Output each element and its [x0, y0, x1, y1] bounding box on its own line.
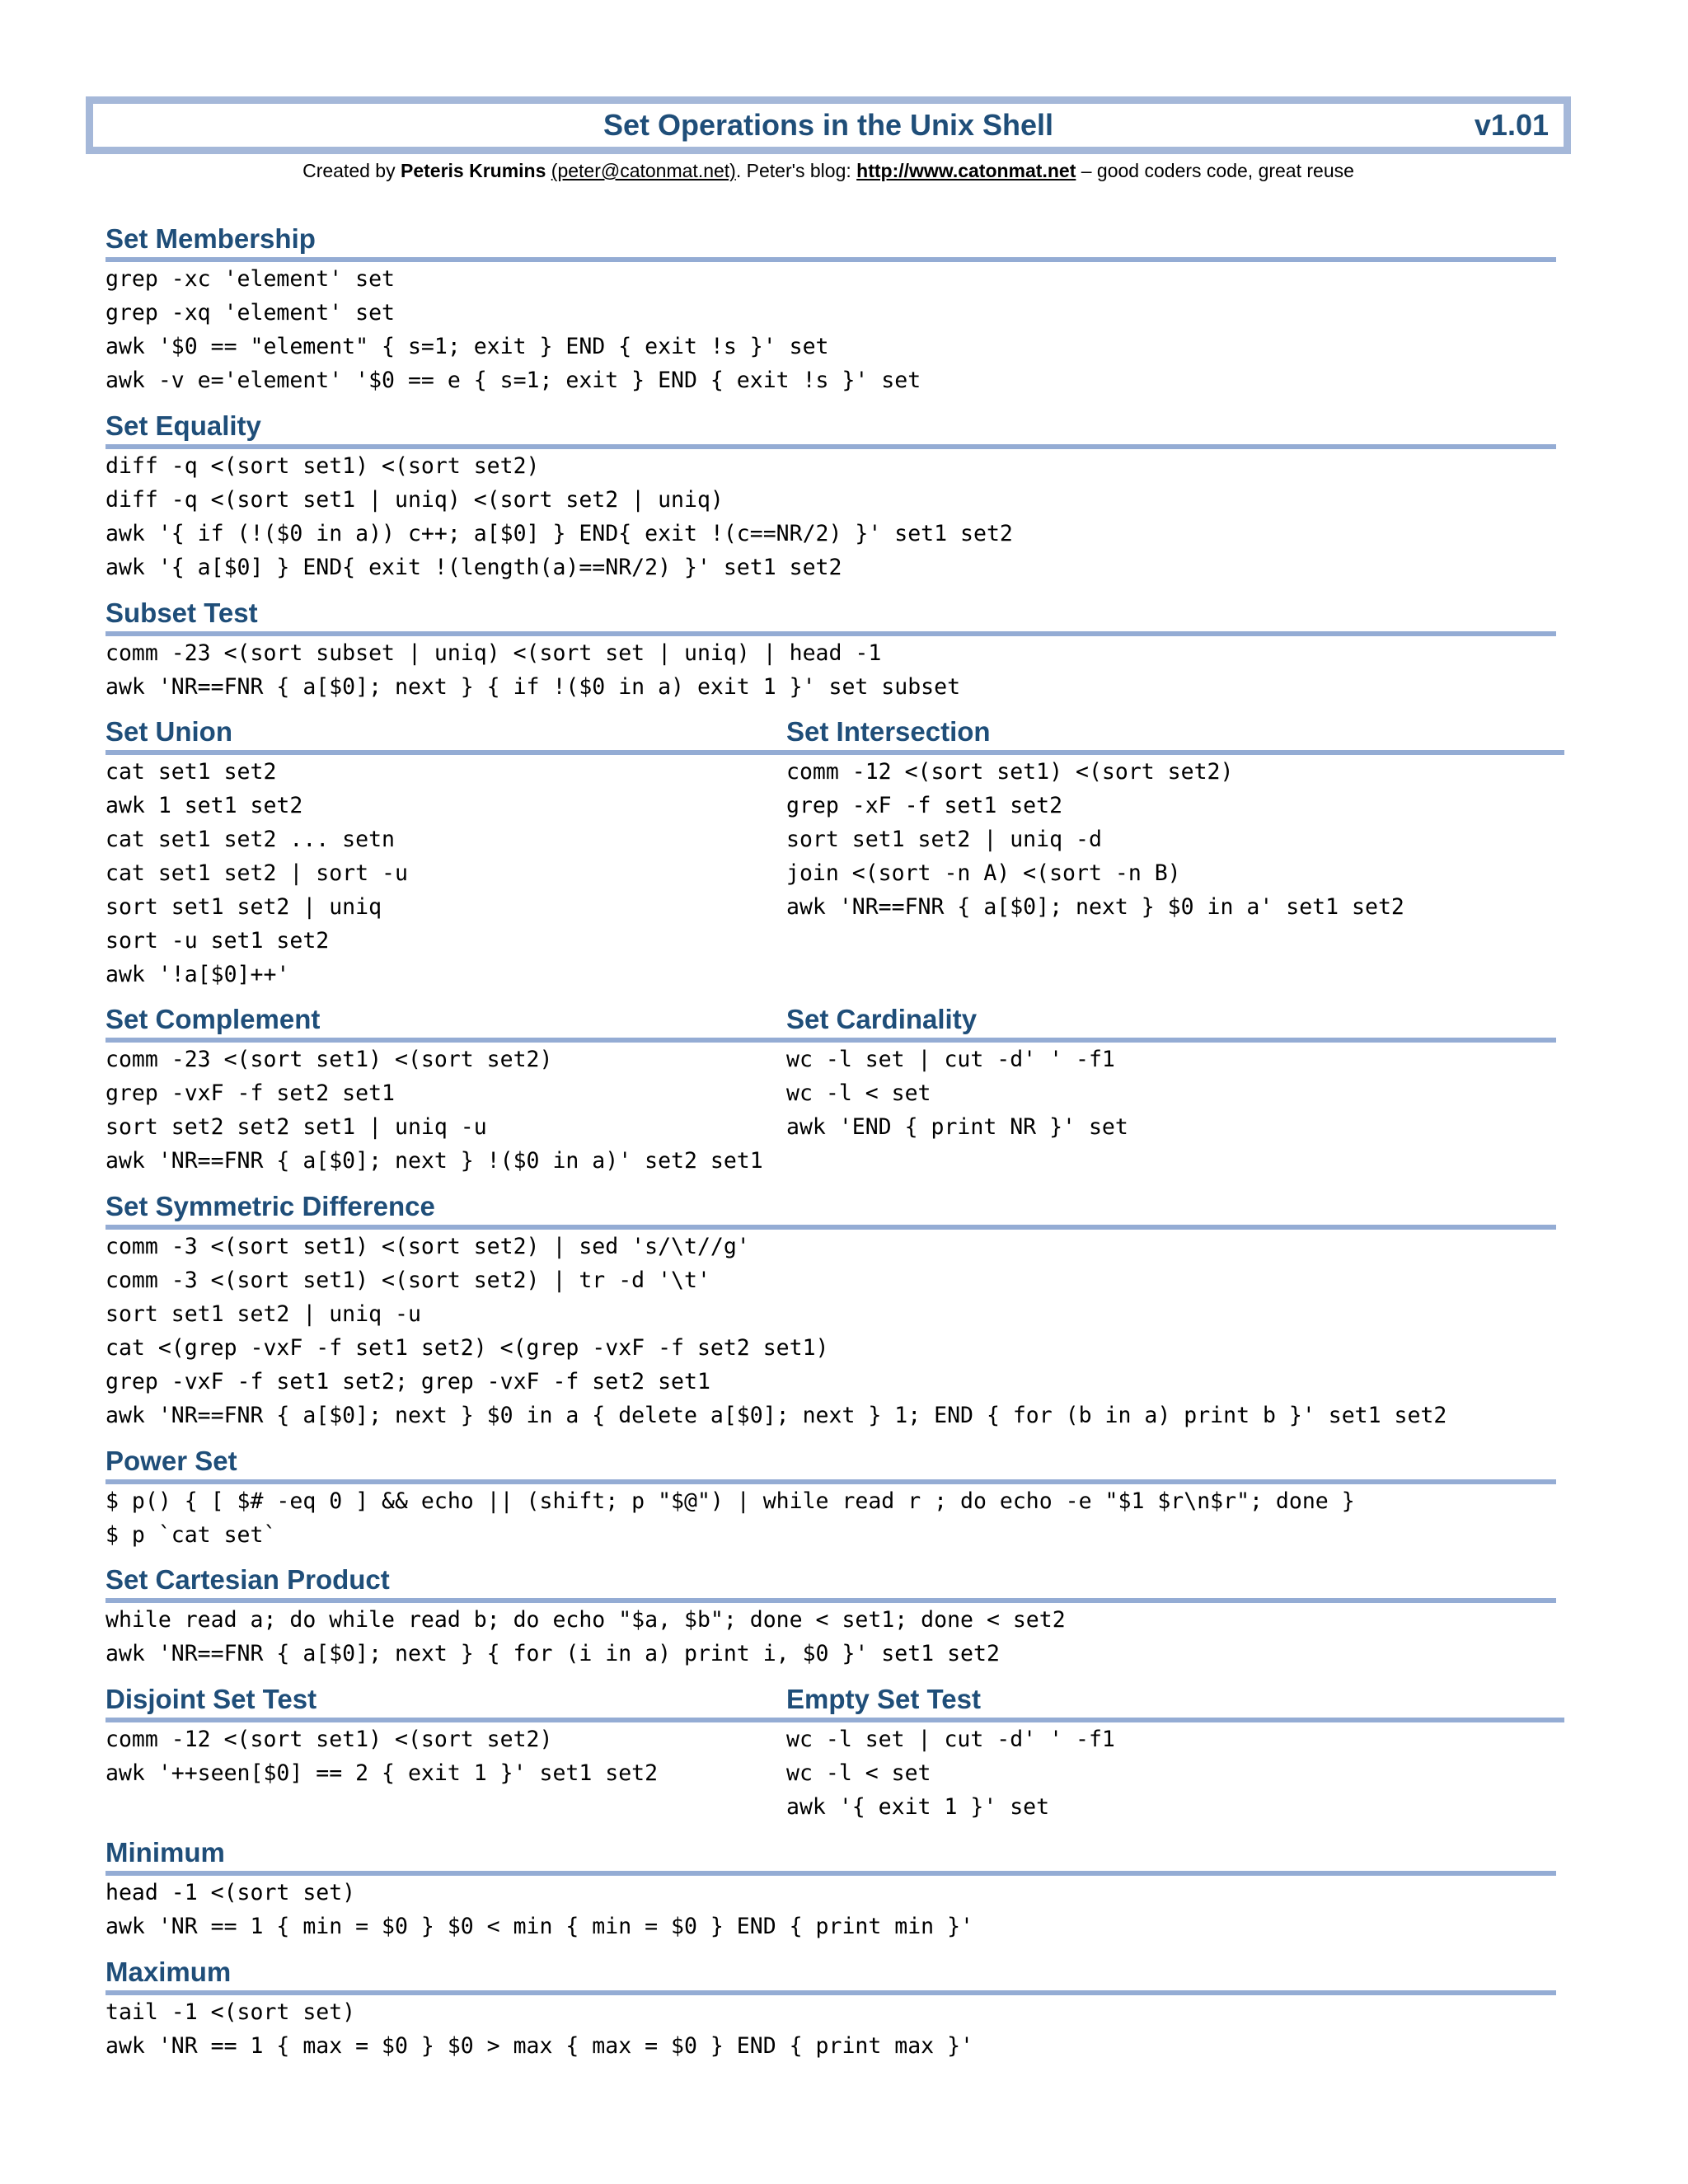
code-line: awk '$0 == "element" { s=1; exit } END { exit !s }' set: [106, 334, 829, 359]
section-title: Set Equality: [106, 410, 261, 441]
code-line: awk 'END { print NR }' set: [786, 1114, 1128, 1140]
code-line: comm -23 <(sort set1) <(sort set2): [106, 1047, 553, 1072]
code-block: [106, 449, 1556, 584]
code-line: awk '!a[$0]++': [106, 962, 290, 987]
section-title: Set Cartesian Product: [106, 1564, 390, 1595]
blog-link[interactable]: http://www.catonmat.net: [856, 160, 1076, 181]
section-title: Maximum: [106, 1957, 232, 1987]
section-set-intersection: [786, 715, 1564, 924]
version-label: v1.01: [1474, 108, 1549, 142]
code-line: grep -vxF -f set1 set2; grep -vxF -f set2 set1: [106, 1369, 710, 1394]
credits-line: [86, 156, 1571, 185]
code-line: sort set1 set2 | uniq -u: [106, 1301, 421, 1327]
code-line: diff -q <(sort set1) <(sort set2): [106, 453, 540, 479]
code-block: [106, 1995, 1556, 2063]
section-empty-set-test: [786, 1683, 1564, 1824]
code-line: awk '{ exit 1 }' set: [786, 1794, 1050, 1820]
code-line: comm -3 <(sort set1) <(sort set2) | sed 's/\t//g': [106, 1234, 750, 1259]
code-block: [786, 1722, 1564, 1824]
section-title: Set Intersection: [786, 716, 991, 747]
code-line: head -1 <(sort set): [106, 1880, 356, 1905]
code-block: [106, 755, 786, 991]
code-line: wc -l set | cut -d' ' -f1: [786, 1727, 1115, 1752]
section-title: Set Union: [106, 716, 232, 747]
code-line: awk 'NR==FNR { a[$0]; next } !($0 in a)' set2 set1: [106, 1148, 763, 1174]
code-line: grep -xc 'element' set: [106, 266, 395, 292]
code-line: diff -q <(sort set1 | uniq) <(sort set2 | uniq): [106, 487, 724, 513]
section-title: Set Cardinality: [786, 1004, 978, 1034]
code-line: awk 'NR==FNR { a[$0]; next } { if !($0 in a) exit 1 }' set subset: [106, 674, 961, 700]
code-line: sort set2 set2 set1 | uniq -u: [106, 1114, 487, 1140]
code-line: awk '{ if (!($0 in a)) c++; a[$0] } END{ exit !(c==NR/2) }' set1 set2: [106, 521, 1013, 546]
section-disjoint-set-test: [106, 1683, 786, 1790]
section-title: Minimum: [106, 1837, 225, 1868]
code-line: awk -v e='element' '$0 == e { s=1; exit } END { exit !s }' set: [106, 368, 921, 393]
code-line: grep -xq 'element' set: [106, 300, 395, 326]
code-block: [106, 262, 1556, 397]
code-line: grep -xF -f set1 set2: [786, 793, 1063, 818]
section-title: Disjoint Set Test: [106, 1684, 317, 1714]
section-title: Set Complement: [106, 1004, 321, 1034]
section-set-complement: [106, 1003, 786, 1178]
section-title: Empty Set Test: [786, 1684, 981, 1714]
title-box: [86, 96, 1571, 154]
code-block: [106, 1876, 1556, 1943]
author-email-link[interactable]: (peter@catonmat.net): [551, 160, 736, 181]
section-subset-test: [106, 597, 1556, 704]
code-block: [106, 1722, 786, 1790]
code-block: [786, 1043, 1556, 1144]
credits-prefix: Created by: [302, 160, 401, 181]
code-line: awk '++seen[$0] == 2 { exit 1 }' set1 set2: [106, 1760, 659, 1786]
code-block: [106, 636, 1556, 704]
code-line: sort -u set1 set2: [106, 928, 330, 954]
code-line: awk 'NR==FNR { a[$0]; next } { for (i in a) print i, $0 }' set1 set2: [106, 1641, 1000, 1666]
author-name: Peteris Krumins: [400, 160, 546, 181]
code-line: awk 'NR == 1 { max = $0 } $0 > max { max = $0 } END { print max }': [106, 2033, 973, 2059]
section-set-membership: [106, 223, 1556, 397]
code-line: awk 1 set1 set2: [106, 793, 303, 818]
section-maximum: [106, 1956, 1556, 2063]
code-line: comm -12 <(sort set1) <(sort set2): [786, 759, 1234, 785]
code-line: comm -12 <(sort set1) <(sort set2): [106, 1727, 553, 1752]
section-title: Subset Test: [106, 598, 258, 628]
section-set-symmetric-difference: [106, 1190, 1556, 1432]
code-line: awk 'NR==FNR { a[$0]; next } $0 in a { delete a[$0]; next } 1; END { for (b in a) print b }' set1 set2: [106, 1403, 1447, 1428]
code-block: [106, 1603, 1556, 1671]
code-line: $ p `cat set`: [106, 1522, 277, 1548]
code-line: cat set1 set2: [106, 759, 277, 785]
code-line: awk 'NR == 1 { min = $0 } $0 < min { min = $0 } END { print min }': [106, 1914, 973, 1939]
code-line: while read a; do while read b; do echo "$a, $b"; done < set1; done < set2: [106, 1607, 1066, 1633]
page-title: Set Operations in the Unix Shell: [603, 108, 1054, 142]
code-line: cat <(grep -vxF -f set1 set2) <(grep -vxF -f set2 set1): [106, 1335, 829, 1361]
code-line: awk '{ a[$0] } END{ exit !(length(a)==NR/2) }' set1 set2: [106, 555, 842, 580]
code-block: [106, 1484, 1556, 1552]
code-line: sort set1 set2 | uniq: [106, 894, 382, 920]
code-line: grep -vxF -f set2 set1: [106, 1080, 395, 1106]
code-line: join <(sort -n A) <(sort -n B): [786, 860, 1181, 886]
section-set-union: [106, 715, 786, 991]
code-line: cat set1 set2 | sort -u: [106, 860, 408, 886]
section-title: Set Symmetric Difference: [106, 1191, 435, 1221]
code-block: [106, 1043, 786, 1178]
section-title: Power Set: [106, 1446, 237, 1476]
code-line: comm -3 <(sort set1) <(sort set2) | tr -d '\t': [106, 1268, 710, 1293]
code-line: cat set1 set2 ... setn: [106, 827, 395, 852]
section-set-cartesian-product: [106, 1563, 1556, 1671]
section-title: Set Membership: [106, 223, 316, 254]
code-line: $ p() { [ $# -eq 0 ] && echo || (shift; p "$@") | while read r ; do echo -e "$1 $r\n$r"; done }: [106, 1488, 1355, 1514]
code-line: awk 'NR==FNR { a[$0]; next } $0 in a' set1 set2: [786, 894, 1404, 920]
blog-prefix: . Peter's blog:: [735, 160, 857, 181]
tagline: – good coders code, great reuse: [1076, 160, 1354, 181]
code-line: sort set1 set2 | uniq -d: [786, 827, 1102, 852]
code-line: comm -23 <(sort subset | uniq) <(sort set | uniq) | head -1: [106, 640, 882, 666]
section-set-cardinality: [786, 1003, 1556, 1144]
code-line: tail -1 <(sort set): [106, 1999, 356, 2025]
section-minimum: [106, 1836, 1556, 1943]
code-line: wc -l set | cut -d' ' -f1: [786, 1047, 1115, 1072]
code-line: wc -l < set: [786, 1080, 931, 1106]
code-line: wc -l < set: [786, 1760, 931, 1786]
code-block: [786, 755, 1564, 924]
code-block: [106, 1230, 1556, 1432]
section-power-set: [106, 1445, 1556, 1552]
section-set-equality: [106, 410, 1556, 584]
